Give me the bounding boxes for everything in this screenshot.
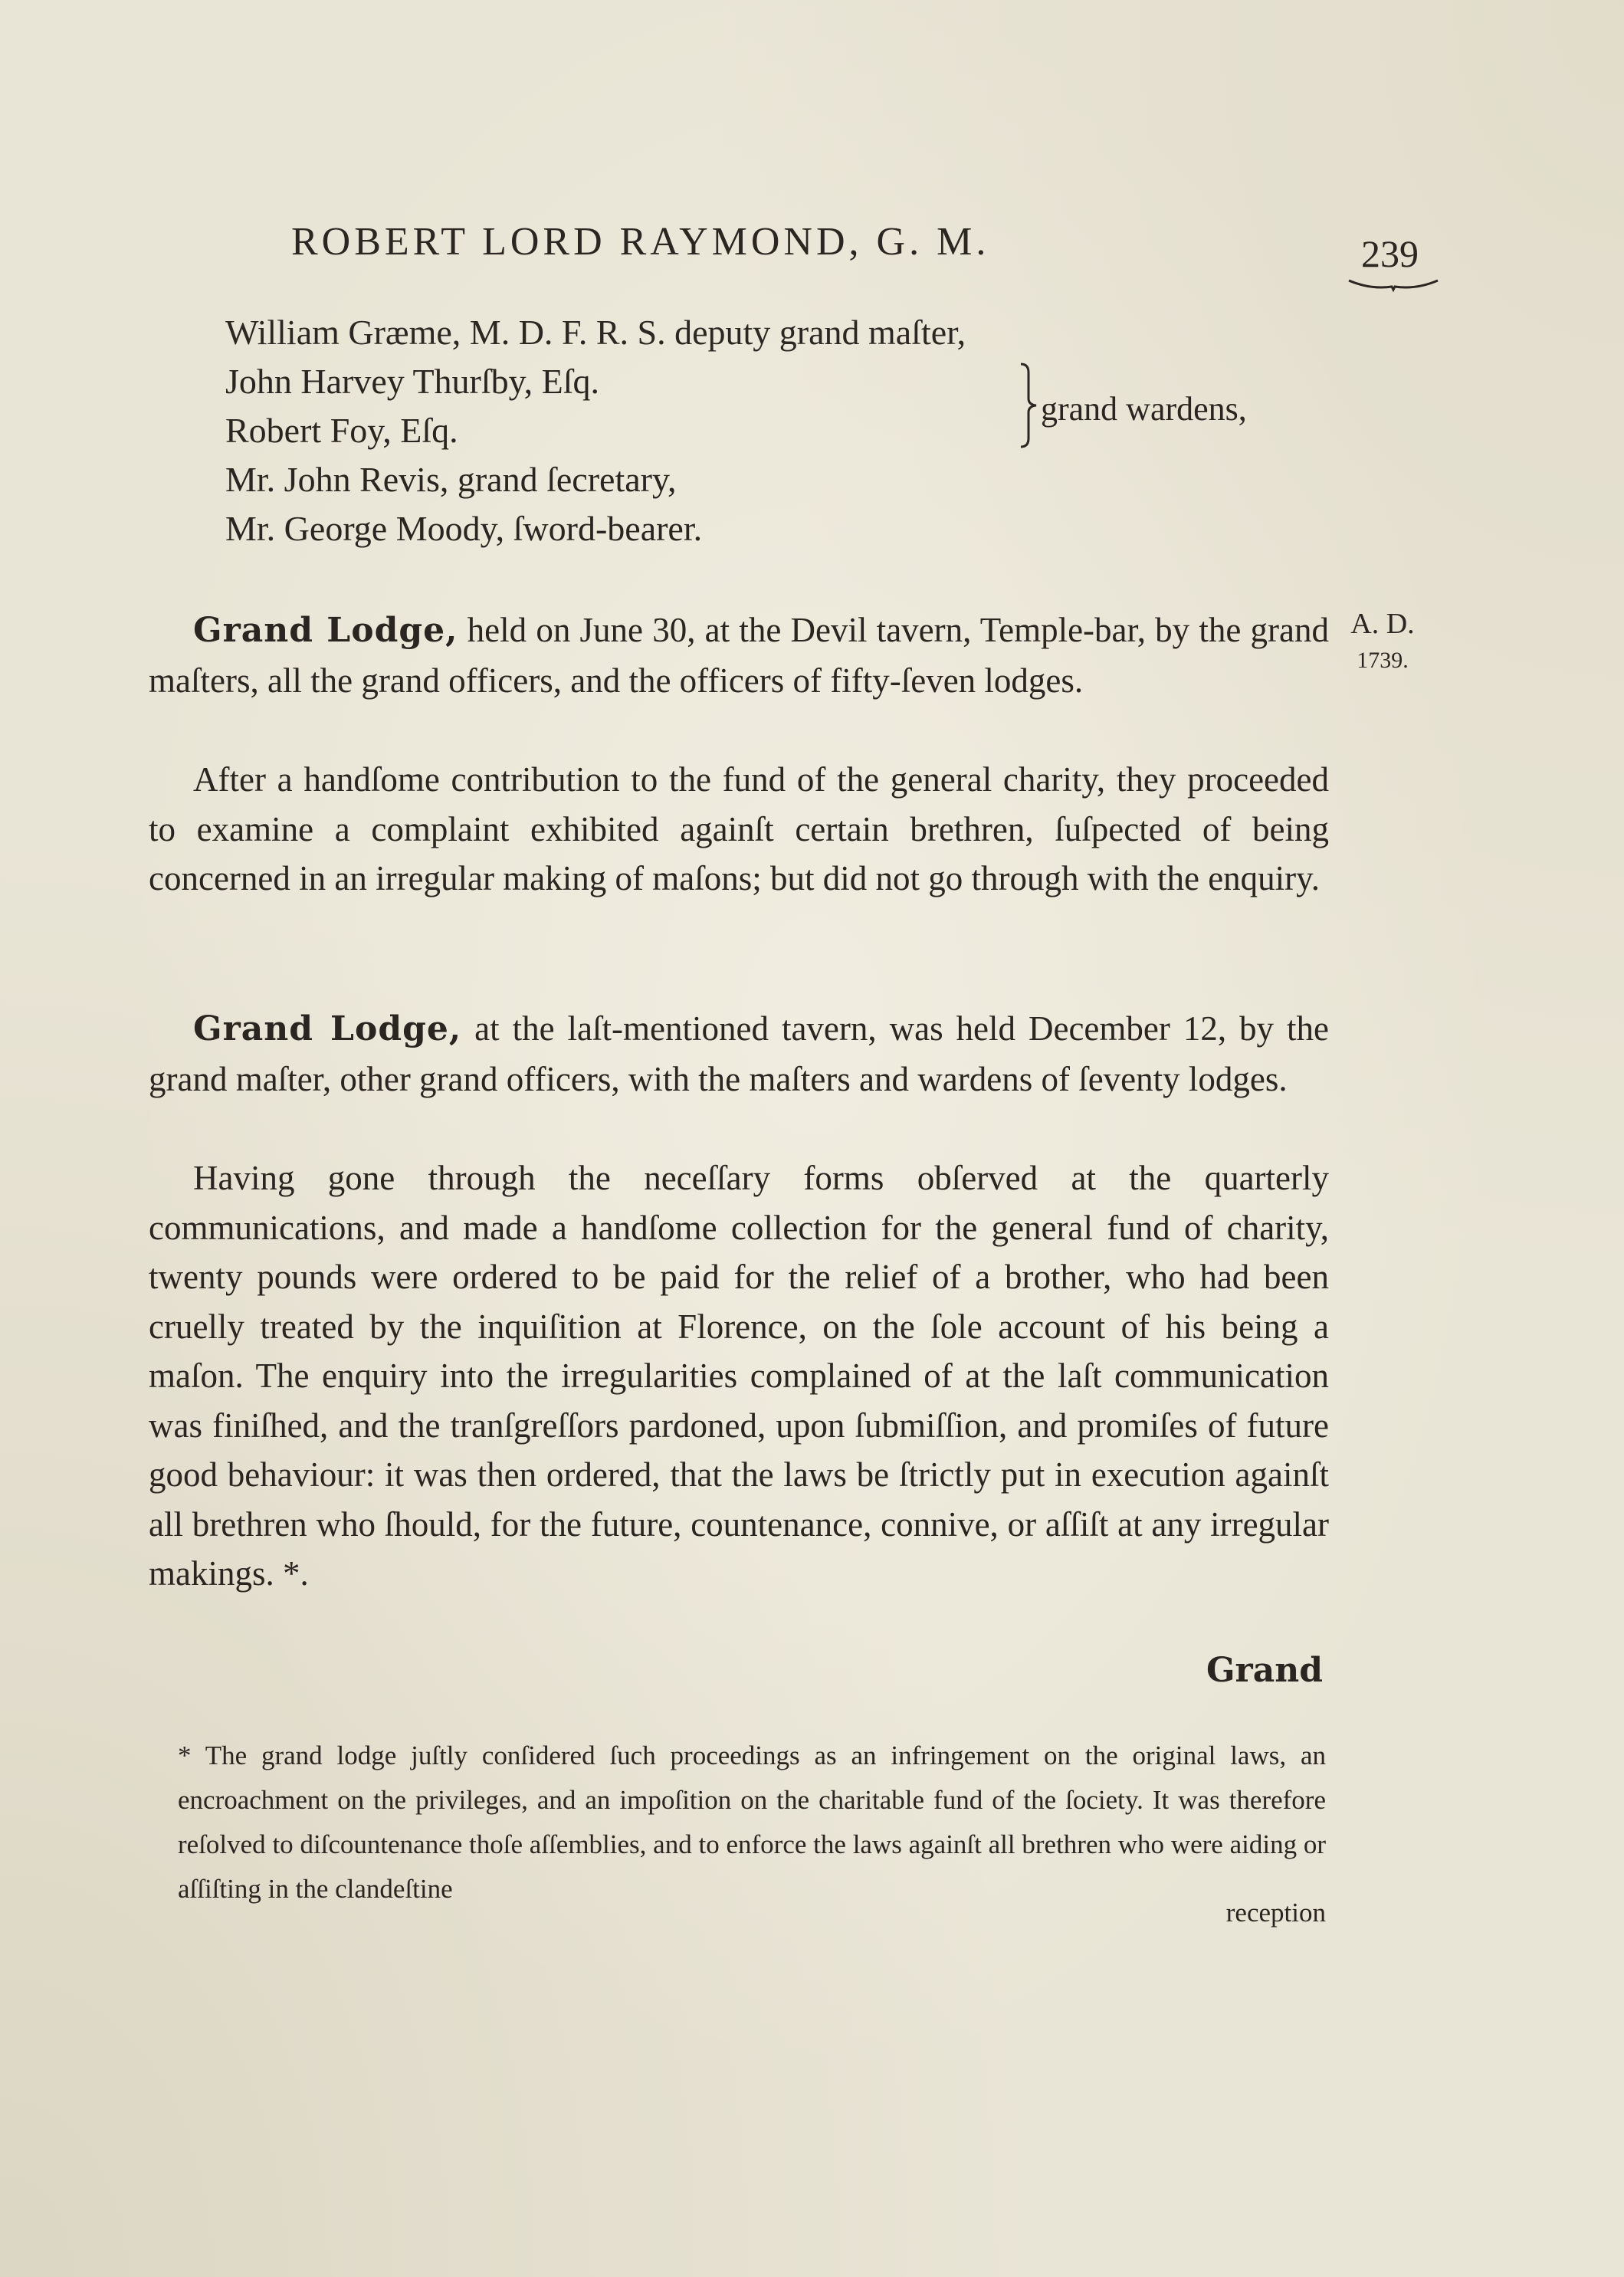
page-catchword: Grand	[1206, 1651, 1323, 1690]
paragraph-text: at the laſt-mentioned tavern, was held December 12, by the grand maſter, other grand officers, with the maſters and wardens of ſeventy lodges.	[149, 1009, 1329, 1098]
running-head: ROBERT LORD RAYMOND, G. M.	[291, 220, 990, 264]
paragraph-grand-lodge-june	[149, 605, 1329, 705]
paragraph-grand-lodge-december	[149, 1004, 1329, 1104]
deputy-grand-master-line: William Græme, M. D. F. R. S. deputy grand maſter,	[225, 313, 966, 352]
footnote-catchword: reception	[1225, 1898, 1326, 1928]
paragraph-text: After a handſome contribution to the fund of the general charity, they proceeded to examine a complaint exhibited againſt certain brethren, ſuſpected of being concerned in an irregular making of maſons; but did not go through with the enquiry.	[149, 760, 1329, 897]
paragraph-lead-blackletter: Grand Lodge,	[193, 611, 458, 650]
paragraph-text: held on June 30, at the Devil tavern, Temple-bar, by the grand maſters, all the grand officers, and the officers of fifty-ſeven lodges.	[149, 611, 1329, 700]
officers-list-top	[225, 308, 966, 357]
warden-1: John Harvey Thurſby, Eſq.	[225, 362, 600, 401]
grand-wardens-label: grand wardens,	[1041, 390, 1247, 428]
margin-date-note	[1344, 605, 1421, 679]
grand-secretary-line: Mr. John Revis, grand ſecretary,	[225, 460, 677, 499]
grand-wardens-group	[225, 357, 1247, 455]
right-brace-icon	[1019, 362, 1039, 449]
officers-list-bottom	[225, 455, 702, 553]
paragraph-text: Having gone through the neceſſary forms obſerved at the quarterly communications, and made a handſome collection for the general fund of charity, twenty pounds were ordered to be paid for the relief of a brother, who had been cruelly treated by the inquiſition at Florence, on the ſole account of his being a maſon. The enquiry into the irregularities complained of at the laſt communication was finiſhed, and the tranſgreſſors pardoned, upon ſubmiſſion, and promiſes of future good behaviour: it was then ordered, that the laws be ſtrictly put in execution againſt all brethren who ſhould, for the future, countenance, connive, or aſſiſt at any irregular makings. *.	[149, 1159, 1329, 1593]
margin-era: A. D.	[1350, 608, 1415, 640]
footnote: * The grand lodge juſtly conſidered ſuch proceedings as an infringement on the original laws, an encroachment on the privileges, and an impoſition on the charitable fund of the ſociety. It was therefore reſolved to diſcountenance thoſe aſſemblies, and to enforce the laws againſt all brethren who were aiding or aſſiſting in the clandeſtine	[178, 1741, 1326, 1904]
paragraph-contribution	[149, 755, 1329, 904]
paragraph-quarterly-communications	[149, 1153, 1329, 1599]
margin-year: 1739.	[1357, 648, 1409, 673]
paragraph-lead-blackletter: Grand Lodge,	[193, 1009, 462, 1048]
page-number: 239	[1361, 232, 1419, 275]
warden-2: Robert Foy, Eſq.	[225, 411, 458, 450]
page-number-ornament	[1347, 277, 1439, 293]
sword-bearer-line: Mr. George Moody, ſword-bearer.	[225, 509, 703, 548]
warden-names	[225, 357, 599, 455]
